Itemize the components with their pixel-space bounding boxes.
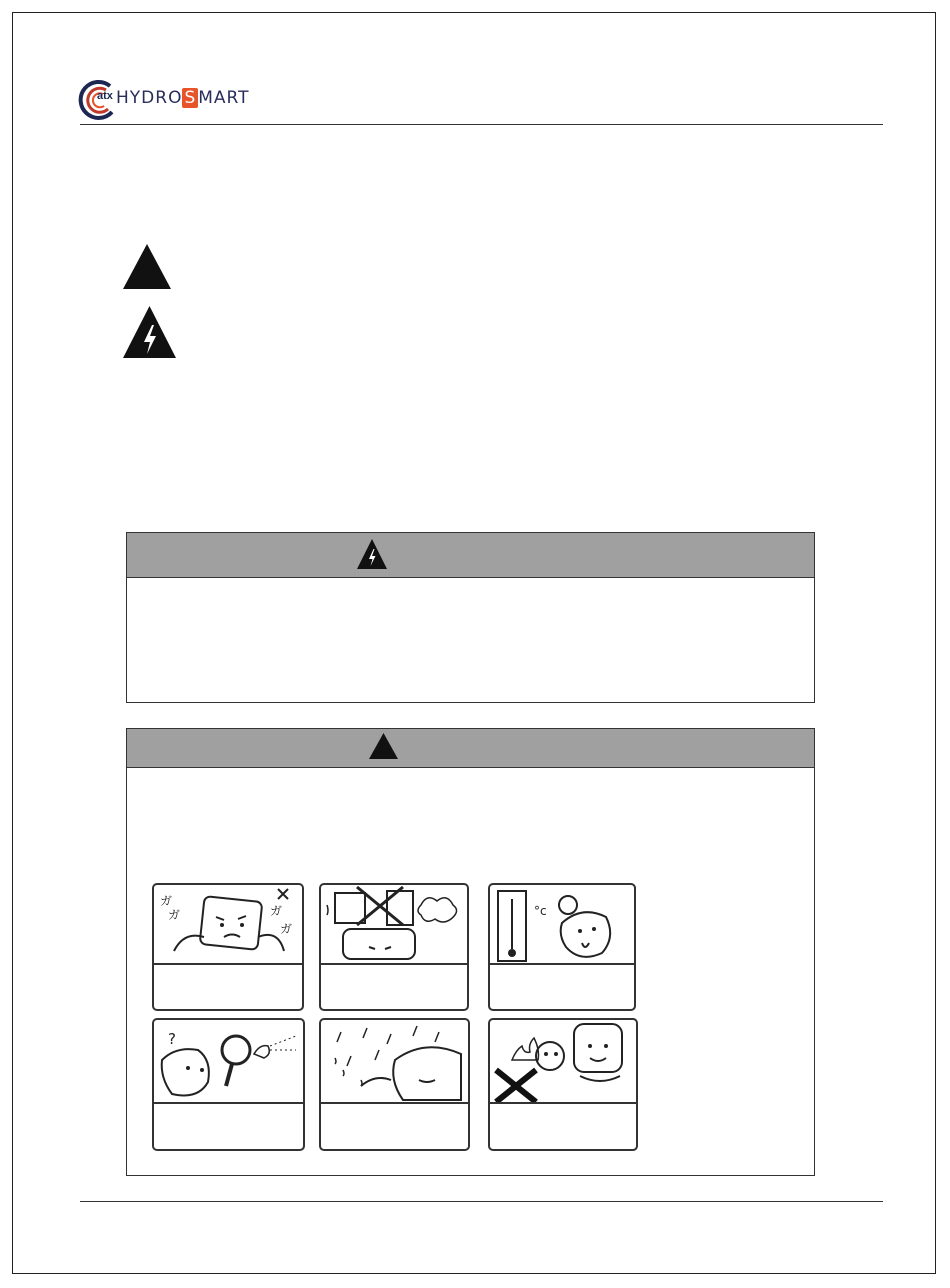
no-smoke-dust-illustration-art <box>321 885 467 963</box>
warning-box <box>126 532 815 703</box>
caution-triangle-icon <box>368 732 399 760</box>
logo-word-after: MART <box>198 88 250 108</box>
svg-text:ガ: ガ <box>160 894 173 908</box>
header-rule <box>80 124 883 125</box>
svg-text:°c: °c <box>534 904 547 918</box>
logo-prefix: atx <box>97 90 113 102</box>
panel-divider <box>154 1102 303 1104</box>
svg-text:ガ: ガ <box>270 904 283 918</box>
panel-divider <box>490 963 634 965</box>
no-fire-illustration <box>488 1018 638 1151</box>
electric-shock-triangle-icon <box>122 305 177 359</box>
logo-wordmark <box>116 88 250 108</box>
panel-divider <box>154 963 302 965</box>
svg-text:ガ: ガ <box>168 908 181 922</box>
rain-water-illustration-art <box>321 1020 468 1102</box>
inspect-spray-illustration-art <box>154 1020 303 1102</box>
no-smoke-dust-illustration <box>319 883 469 1011</box>
vibration-illustration <box>152 883 304 1011</box>
no-fire-illustration-art <box>490 1020 636 1102</box>
inspect-spray-illustration <box>152 1018 305 1151</box>
logo-word-before: HYDRO <box>116 88 183 108</box>
temperature-illustration-art <box>490 885 634 963</box>
caution-box-header <box>127 729 814 768</box>
hydrosmart-logo <box>78 78 263 120</box>
electric-shock-triangle-icon <box>356 538 388 570</box>
logo-word-highlight: S <box>184 88 197 108</box>
caution-triangle-icon <box>122 243 172 290</box>
footer-rule <box>80 1201 883 1202</box>
svg-text:?: ? <box>168 1030 176 1048</box>
rain-water-illustration <box>319 1018 470 1151</box>
temperature-illustration <box>488 883 636 1011</box>
panel-divider <box>321 963 467 965</box>
panel-divider <box>321 1102 468 1104</box>
panel-divider <box>490 1102 636 1104</box>
vibration-illustration-art <box>154 885 302 963</box>
warning-box-header <box>127 533 814 578</box>
svg-text:ガ: ガ <box>280 922 293 936</box>
